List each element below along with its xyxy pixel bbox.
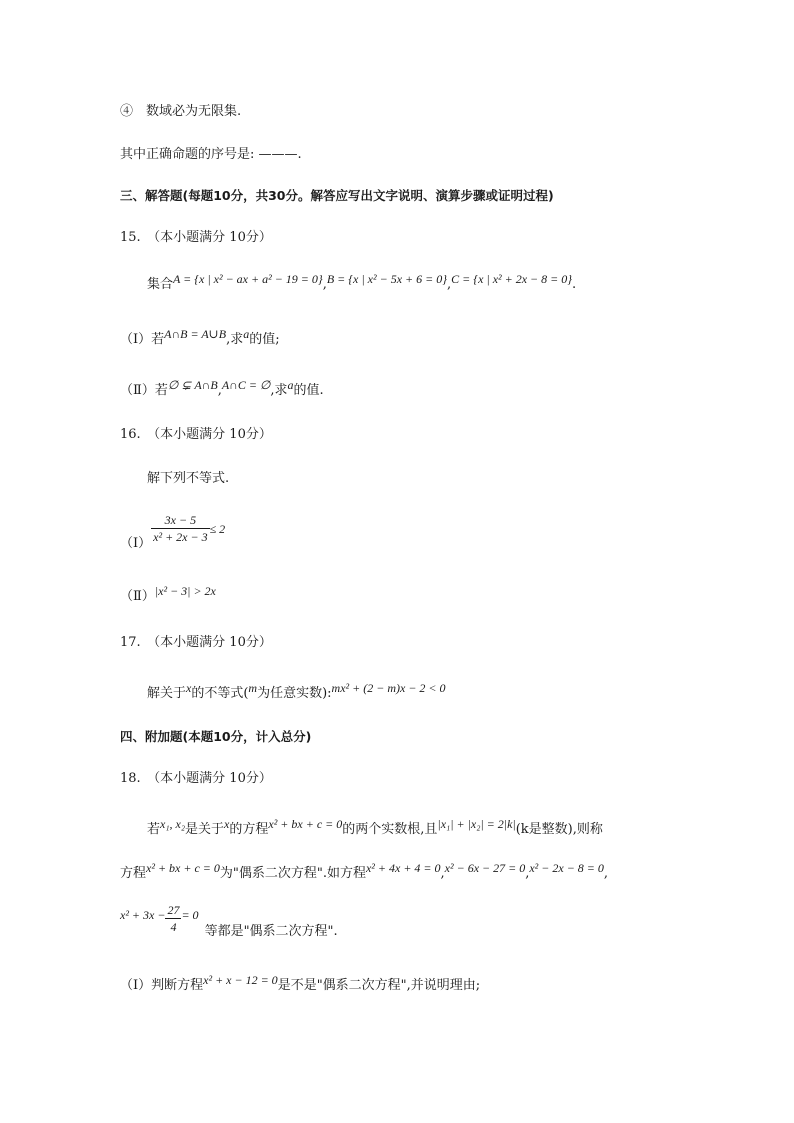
text: 方程: [120, 866, 147, 881]
text: (k是整数): [515, 822, 573, 837]
var-x: x: [186, 681, 192, 695]
q16-heading: 16. （本小题满分 10分）: [120, 427, 272, 442]
q17-heading: 17. （本小题满分 10分）: [120, 635, 272, 650]
text: 是关于: [185, 822, 225, 837]
quadratic-equation: x² + bx + c = 0: [268, 817, 343, 831]
text: 解关于: [147, 686, 187, 701]
part-label: （Ⅱ）若: [120, 383, 168, 398]
q15-p2-condition-1: ∅ ⊊ A∩B: [167, 378, 218, 392]
fraction-27-4: [165, 902, 181, 935]
numerator: 27: [167, 903, 180, 917]
part-label: （Ⅰ）若: [120, 332, 165, 347]
text: 的方程: [229, 822, 269, 837]
comma: ,: [603, 866, 609, 881]
part-label: （Ⅰ）: [120, 536, 152, 551]
comma: ,: [322, 277, 327, 292]
proposition-item-4: ④ 数域必为无限集.: [120, 104, 242, 119]
q16-part-2: [120, 584, 216, 606]
var-x: x: [224, 817, 230, 831]
text: 的值.: [293, 383, 324, 398]
section-3-heading: 三、解答题(每题10分，共30分。解答应写出文字说明、演算步骤或证明过程): [120, 188, 554, 203]
text: ,求: [226, 332, 244, 347]
denominator: x² + 2x − 3: [153, 530, 208, 544]
set-b: B = {x | x² − 5x + 6 = 0}: [326, 272, 448, 286]
q15-p2-condition-2: A∩C = ∅: [221, 378, 271, 392]
quadratic-equation: x² + bx + c = 0: [146, 861, 220, 875]
roots: x₁, x₂: [160, 817, 186, 831]
q18-line-3: [120, 898, 338, 949]
set-a: A = {x | x² − ax + a² − 19 = 0}: [173, 272, 323, 286]
text: 的两个实数根,且: [342, 822, 438, 837]
text: ,则称: [572, 822, 603, 837]
comma: ,: [440, 866, 445, 881]
text: ,求: [270, 383, 288, 398]
text: 为任意实数):: [257, 686, 332, 701]
text: 是不是"偶系二次方程",并说明理由;: [277, 978, 481, 993]
text: 为"偶系二次方程".如方程: [219, 866, 366, 881]
example-equation-4-left: x² + 3x −: [120, 908, 166, 922]
comma: ,: [525, 866, 530, 881]
numerator: 3x − 5: [151, 512, 209, 529]
section-4-heading: 四、附加题(本题10分，计入总分): [120, 729, 312, 744]
q15-p1-condition: A∩B = A∪B: [164, 327, 227, 341]
example-equation-2: x² − 6x − 27 = 0: [444, 861, 526, 875]
q16-part-1: [120, 512, 225, 561]
q15-intro: 集合: [147, 277, 174, 292]
q18-line-1: [147, 817, 603, 839]
q16-rhs: ≤ 2: [209, 522, 226, 536]
denominator: 4: [170, 920, 177, 934]
text: 等都是"偶系二次方程".: [204, 924, 338, 939]
text: 的值;: [249, 332, 280, 347]
q18-line-2: [120, 861, 609, 883]
var-m: m: [248, 681, 258, 695]
q15-sets: [147, 272, 577, 294]
q18-p1-equation: x² + x − 12 = 0: [203, 973, 278, 987]
q16-fraction: [151, 512, 209, 545]
example-equation-4-right: = 0: [181, 908, 199, 922]
comma: ,: [217, 383, 222, 398]
q16-intro: 解下列不等式.: [147, 471, 230, 486]
q17-inequality: mx² + (2 − m)x − 2 < 0: [331, 681, 446, 695]
part-label: （Ⅱ）: [120, 589, 155, 604]
period: .: [572, 277, 577, 292]
var-a: a: [287, 378, 294, 392]
q15-part-1: [120, 327, 280, 349]
text: 若: [147, 822, 161, 837]
q16-abs-inequality: |x² − 3| > 2x: [154, 584, 216, 598]
text: 的不等式(: [191, 686, 249, 701]
example-equation-1: x² + 4x + 4 = 0: [365, 861, 441, 875]
q15-heading: 15. （本小题满分 10分）: [120, 230, 272, 245]
correct-propositions-blank: 其中正确命题的序号是: ———.: [120, 147, 302, 162]
q18-part-1: [120, 973, 481, 995]
var-a: a: [243, 327, 250, 341]
set-c: C = {x | x² + 2x − 8 = 0}: [451, 272, 573, 286]
q15-part-2: [120, 378, 324, 400]
q18-heading: 18. （本小题满分 10分）: [120, 771, 272, 786]
example-equation-3: x² − 2x − 8 = 0: [529, 861, 604, 875]
comma: ,: [447, 277, 452, 292]
q17-question: [147, 681, 446, 703]
abs-condition: |x₁| + |x₂| = 2|k|: [437, 817, 516, 831]
part-label: （Ⅰ）判断方程: [120, 978, 204, 993]
